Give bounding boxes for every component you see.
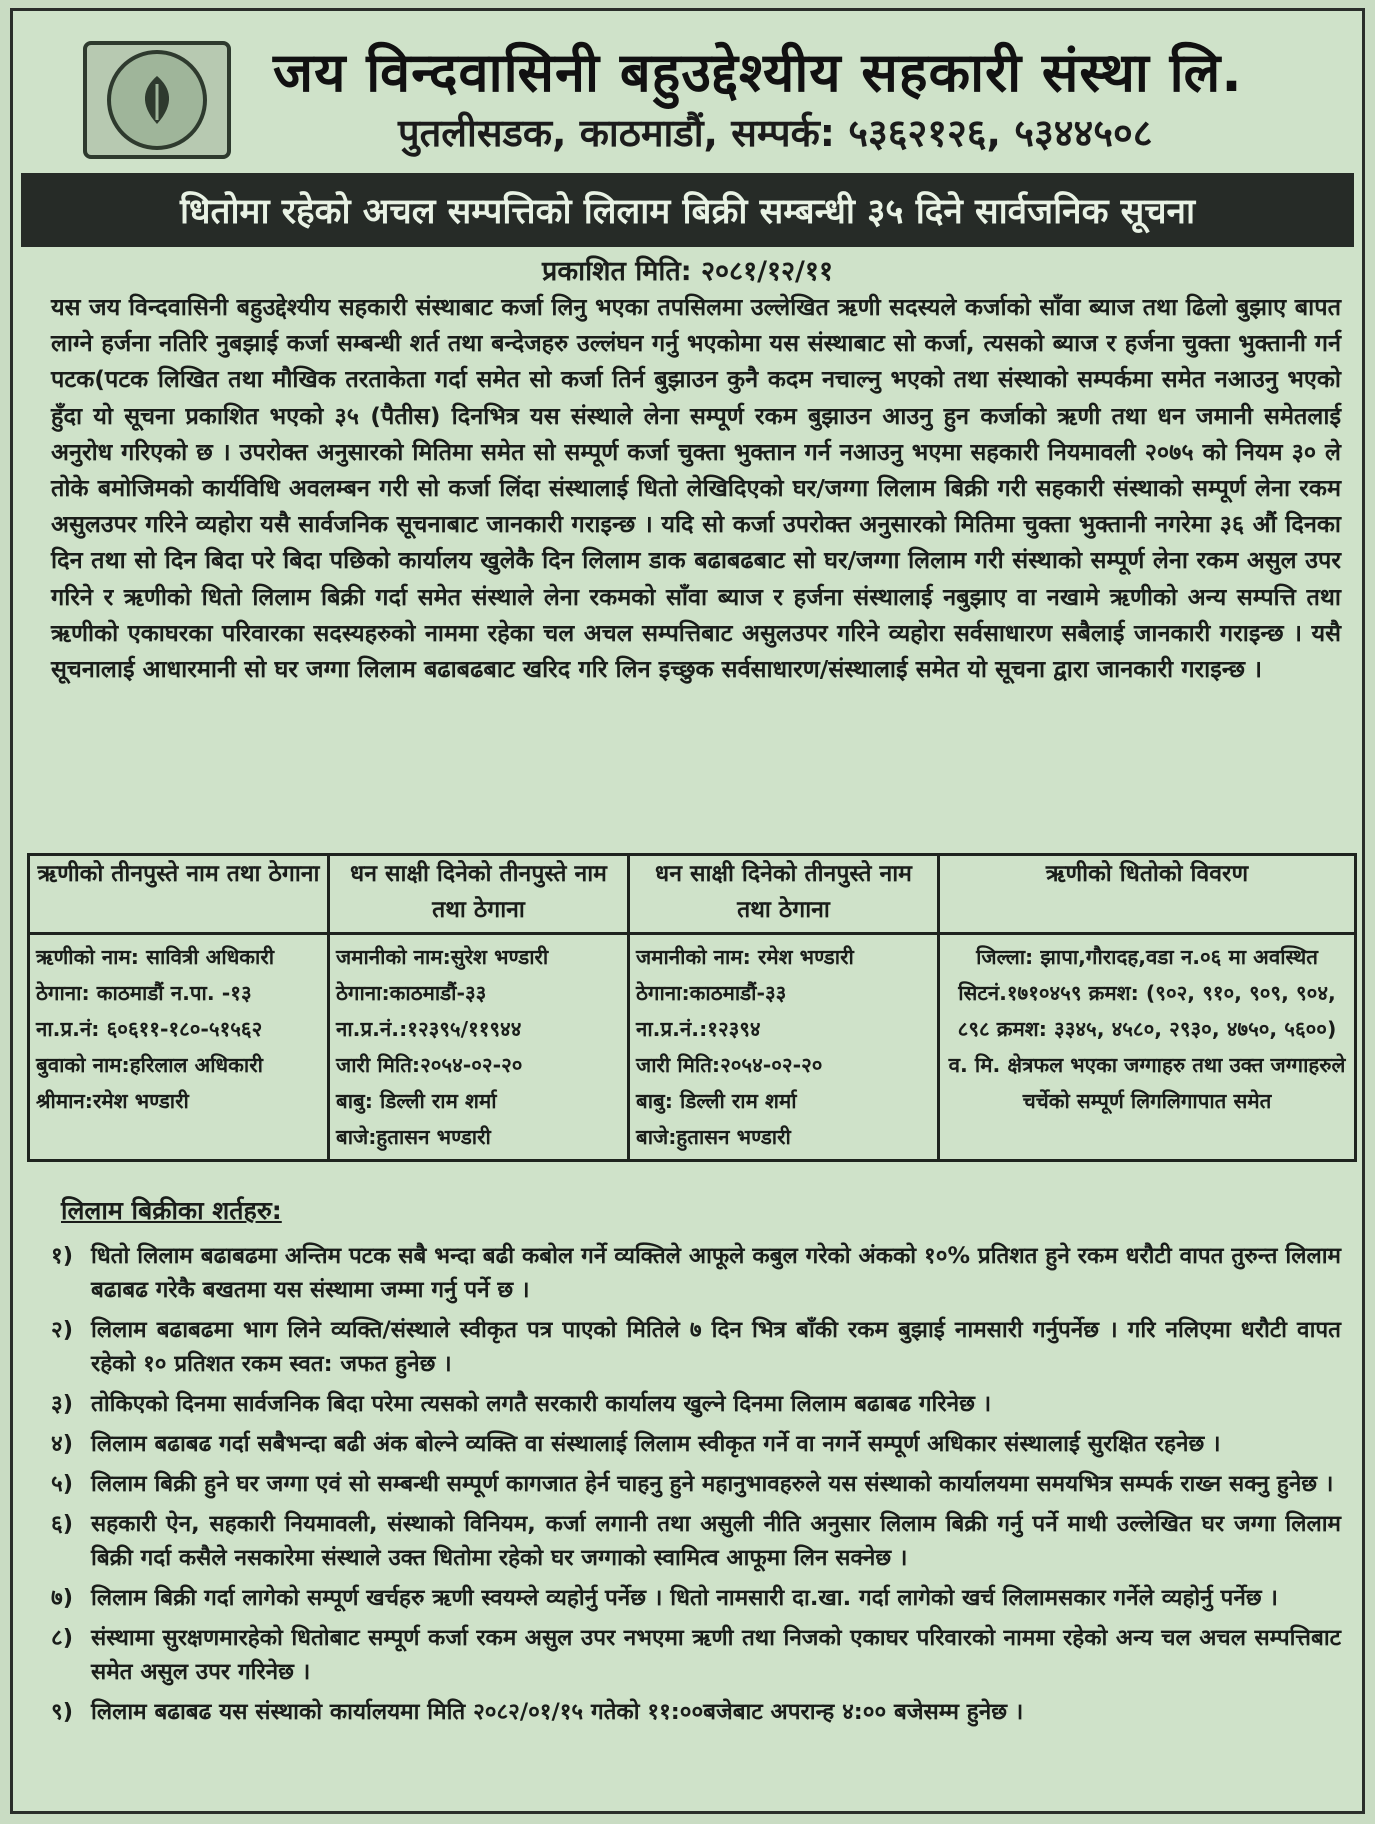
term-item [51, 1581, 1341, 1615]
guarantor-1-issue-date: जारी मिति:२०५४-०२-२० [336, 1053, 523, 1077]
term-item [51, 1507, 1341, 1575]
term-text: लिलाम बढाबढ यस संस्थाको कार्यालयमा मिति २०८२/०१/१५ गतेको ११:००बजेबाट अपरान्ह ४:०० बजेसम्म हुनेछ । [91, 1699, 1024, 1725]
collateral-description: जिल्ला: झापा,गौरादह,वडा न.०६ मा अवस्थित सिटनं.१७१०४५९ क्रमश: (९०२, ९१०, ९०९, ९०४, ८९८ क्रमश: ३३४५, ४५८०, २९३०, ४७५०, ५६००) व. मि. क्षेत्रफल भएका जग्गाहरु तथा उक्त जग्गाहरुले चर्चेको सम्पूर्ण लिगलिगापात समेत [948, 945, 1346, 1113]
term-item [51, 1621, 1341, 1689]
guarantor-1-grandfather: बाजे:हुतासन भण्डारी [336, 1125, 491, 1149]
term-item [51, 1427, 1341, 1461]
term-number: ६) [51, 1511, 73, 1537]
term-number: ८) [51, 1625, 73, 1651]
guarantor-1-citizenship: ना.प्र.नं.:१२३९५/११९४४ [336, 1017, 522, 1041]
header-guarantor-1: धन साक्षी दिनेको तीनपुस्ते नाम तथा ठेगाना [329, 855, 629, 934]
organization-seal-icon [83, 41, 231, 159]
term-number: २) [51, 1317, 73, 1343]
term-item [51, 1387, 1341, 1421]
terms-title: लिलाम बिक्रीका शर्तहरु: [61, 1196, 282, 1225]
term-number: ४) [51, 1431, 73, 1457]
guarantor-2-father: बाबु: डिल्ली राम शर्मा [636, 1089, 797, 1113]
header-borrower: ऋणीको तीनपुस्ते नाम तथा ठेगाना [29, 855, 329, 934]
term-text: लिलाम बढाबढ गर्दा सबैभन्दा बढी अंक बोल्ने व्यक्ति वा संस्थालाई लिलाम स्वीकृत गर्ने वा नगर्ने सम्पूर्ण अधिकार संस्थालाई सुरक्षित रहनेछ । [91, 1431, 1221, 1457]
term-text: धितो लिलाम बढाबढमा अन्तिम पटक सबै भन्दा बढी कबोल गर्ने व्यक्तिले आफूले कबुल गरेको अंकको १०% प्रतिशत हुने रकम धरौटी वापत तुरुन्त लिलाम बढाबढ गरेकै बखतमा यस संस्थामा जम्मा गर्नु पर्ने छ । [91, 1243, 1341, 1303]
term-text: तोकिएको दिनमा सार्वजनिक बिदा परेमा त्यसको लगतै सरकारी कार्यालय खुल्ने दिनमा लिलाम बढाबढ गरिनेछ । [91, 1391, 992, 1417]
guarantor-2-address: ठेगाना:काठमाडौं-३३ [636, 981, 787, 1005]
notice-body-paragraph: यस जय विन्दवासिनी बहुउद्देश्यीय सहकारी संस्थाबाट कर्जा लिनु भएका तपसिलमा उल्लेखित ऋणी सदस्यले कर्जाको साँवा ब्याज तथा ढिलो बुझाए बापत लाग्ने हर्जना नतिरि नुबझाई कर्जा सम्बन्धी शर्त तथा बन्देजहरु उल्लंघन गर्नु भएकोमा यस संस्थाबाट सो कर्जा, त्यसको ब्याज र हर्जना चुक्ता भुक्तानी गर्न पटक(पटक लिखित तथा मौखिक तरताकेता गर्दा समेत सो कर्जा तिर्न बुझाउन कुनै कदम नचाल्नु भएको तथा संस्थाको सम्पर्कमा समेत नआउनु भएको हुँदा यो सूचना प्रकाशित भएको ३५ (पैतीस) दिनभित्र यस संस्थाले लेना सम्पूर्ण रकम बुझाउन आउनु हुन कर्जाको ऋणी तथा धन जमानी समेतलाई अनुरोध गरिएको छ । उपरोक्त अनुसारको मितिमा समेत सो सम्पूर्ण कर्जा चुक्ता भुक्तान गर्न नआउनु भएमा सहकारी नियमावली २०७५ को नियम ३० ले तोके बमोजिमको कार्यविधि अवलम्बन गरी सो कर्जा लिंदा संस्थालाई धितो लेखिदिएको घर/जग्गा लिलाम बिक्री गरी सहकारी संस्थाको सम्पूर्ण लेना रकम असुलउपर गरिने व्यहोरा यसै सार्वजनिक सूचनाबाट जानकारी गराइन्छ । यदि सो कर्जा उपरोक्त अनुसारको मितिमा चुक्ता भुक्तानी नगरेमा ३६ औं दिनका दिन तथा सो दिन बिदा परे बिदा पछिको कार्यालय खुलेकै दिन लिलाम डाक बढाबढबाट सो घर/जग्गा लिलाम गरी संस्थाको सम्पूर्ण लेना रकम असुल उपर गरिने र ऋणीको धितो लिलाम बिक्री गर्दा समेत संस्थाले लेना रकमको साँवा ब्याज र हर्जना संस्थालाई नबुझाए वा नखामे ऋणीको अन्य सम्पत्ति तथा ऋणीको एकाघरका परिवारका सदस्यहरुको नाममा रहेका चल अचल सम्पत्तिबाट असुलउपर गरिने व्यहोरा सर्वसाधारण सबैलाई जानकारी गराइन्छ । यसै सूचनालाई आधारमानी सो घर जग्गा लिलाम बढाबढबाट खरिद गरि लिन इच्छुक सर्वसाधारण/संस्थालाई समेत यो सूचना द्वारा जानकारी गराइन्छ । [51, 293, 1341, 684]
term-item [51, 1467, 1341, 1501]
term-number: ३) [51, 1391, 73, 1417]
collateral-cell [939, 934, 1356, 1161]
notice-header [13, 11, 1362, 161]
guarantor-2-grandfather: बाजे:हुतासन भण्डारी [636, 1125, 791, 1149]
term-item [51, 1695, 1341, 1729]
term-number: ७) [51, 1585, 73, 1611]
details-table-row [29, 934, 1356, 1161]
borrower-cell [29, 934, 329, 1161]
term-text: लिलाम बिक्री गर्दा लागेको सम्पूर्ण खर्चहरु ऋणी स्वयम्ले व्यहोर्नु पर्नेछ । धितो नामसारी दा.खा. गर्दा लागेको खर्च लिलामसकार गर्नेले व्यहोर्नु पर्नेछ । [91, 1585, 1278, 1611]
borrower-address: ठेगाना: काठमाडौं न.पा. -१३ [36, 981, 252, 1005]
guarantor-1-cell [329, 934, 629, 1161]
notice-page [10, 8, 1365, 1814]
term-item [51, 1313, 1341, 1381]
published-date: प्रकाशित मिति: २०८१/१२/११ [542, 256, 833, 287]
auction-terms [51, 1191, 1341, 1735]
terms-list [51, 1239, 1341, 1729]
term-item [51, 1239, 1341, 1307]
details-table-header-row [29, 855, 1356, 934]
details-table [27, 853, 1357, 1162]
term-number: ९) [51, 1699, 73, 1725]
header-collateral: ऋणीको धितोको विवरण [939, 855, 1356, 934]
seal-emblem [107, 50, 207, 150]
organization-name: जय विन्दवासिनी बहुउद्देश्यीय सहकारी संस्था लि. [273, 41, 1243, 104]
notice-title: धितोमा रहेको अचल सम्पत्तिको लिलाम बिक्री सम्बन्धी ३५ दिने सार्वजनिक सूचना [179, 191, 1196, 232]
borrower-name: ऋणीको नाम: सावित्री अधिकारी [36, 945, 275, 969]
term-text: लिलाम बिक्री हुने घर जग्गा एवं सो सम्बन्धी सम्पूर्ण कागजात हेर्न चाहनु हुने महानुभावहरुले यस संस्थाको कार्यालयमा समयभित्र सम्पर्क राख्न सक्नु हुनेछ । [91, 1471, 1334, 1497]
organization-address: पुतलीसडक, काठमाडौं, सम्पर्क: ५३६२१२६, ५३४४५०८ [398, 111, 1153, 155]
borrower-citizenship: ना.प्र.नं: ६०६११-१८०-५१५६२ [36, 1017, 263, 1041]
term-number: ५) [51, 1471, 73, 1497]
header-guarantor-2: धन साक्षी दिनेको तीनपुस्ते नाम तथा ठेगाना [629, 855, 939, 934]
term-text: सहकारी ऐन, सहकारी नियमावली, संस्थाको विनियम, कर्जा लगानी तथा असुली नीति अनुसार लिलाम बिक्री गर्नु पर्ने माथी उल्लेखित घर जग्गा लिलाम बिक्री गर्दा कसैले नसकारेमा संस्थाले उक्त धितोमा रहेको घर जग्गाको स्वामित्व आफूमा लिन सक्नेछ । [91, 1511, 1341, 1571]
term-text: संस्थामा सुरक्षणमारहेको धितोबाट सम्पूर्ण कर्जा रकम असुल उपर नभएमा ऋणी तथा निजको एकाघर परिवारको नाममा रहेको अन्य चल अचल सम्पत्तिबाट समेत असुल उपर गरिनेछ । [91, 1625, 1341, 1685]
notice-title-banner [21, 173, 1354, 247]
term-number: १) [51, 1243, 73, 1269]
term-text: लिलाम बढाबढमा भाग लिने व्यक्ति/संस्थाले स्वीकृत पत्र पाएको मितिले ७ दिन भित्र बाँकी रकम बुझाई नामसारी गर्नुपर्नेछ । गरि नलिएमा धरौटी वापत रहेको १० प्रतिशत रकम स्वत: जफत हुनेछ । [91, 1317, 1341, 1377]
guarantor-2-name: जमानीको नाम: रमेश भण्डारी [636, 945, 854, 969]
guarantor-1-father: बाबु: डिल्ली राम शर्मा [336, 1089, 497, 1113]
borrower-father: बुवाको नाम:हरिलाल अधिकारी [36, 1053, 263, 1077]
borrower-husband: श्रीमान:रमेश भण्डारी [36, 1089, 189, 1113]
guarantor-2-issue-date: जारी मिति:२०५४-०२-२० [636, 1053, 823, 1077]
seal-leaf-icon [127, 70, 187, 130]
guarantor-1-address: ठेगाना:काठमाडौं-३३ [336, 981, 487, 1005]
guarantor-2-citizenship: ना.प्र.नं.:१२३९४ [636, 1017, 761, 1041]
guarantor-2-cell [629, 934, 939, 1161]
guarantor-1-name: जमानीको नाम:सुरेश भण्डारी [336, 945, 549, 969]
